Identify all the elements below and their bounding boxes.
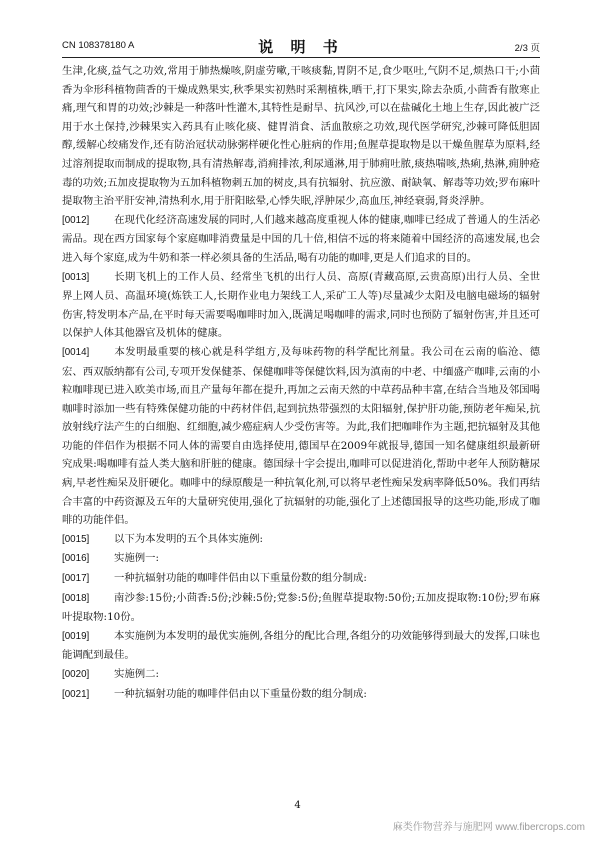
paragraph-0017 [62,569,540,589]
paragraph-number: [0018] [62,592,90,604]
document-title: 说 明 书 [258,38,344,56]
paragraph-0016 [62,549,540,569]
paragraph-0021 [62,685,540,705]
page-header [62,38,540,56]
paragraph-number: [0017] [62,573,90,585]
paragraph-0018 [62,589,540,627]
paragraph-text: 实施例一: [114,552,160,565]
page-label: 2/3 页 [514,43,540,54]
paragraph-number: [0021] [62,688,90,700]
paragraph-text: 在现代化经济高速发展的同时,人们越来越高度重视人体的健康,咖啡已经成了普通人的生活必需品。现在西方国家每个家庭咖啡消费量是中国的几十倍,相信不远的将来随着中国经济的高速发展,也会进入每个家庭,成为牛奶和茶一样必须具备的生活品,喝有功能的咖啡,更是人们追求的目的。 [62,213,540,264]
paragraph-number: [0013] [62,271,90,283]
paragraph-text: 本实施例为本发明的最优实施例,各组分的配比合理,各组分的功效能够得到最大的发挥,口味也能调配到最佳。 [62,629,540,662]
paragraph-0011-cont [62,62,540,211]
paragraph-0019 [62,627,540,665]
paragraph-text: 本发明最重要的核心就是科学组方,及每味药物的科学配比剂量。我公司在云南的临沧、德宏、西双版纳都有公司,专项开发保健茶、保健咖啡等保健饮料,因为滇南的中老、中缅盛产咖啡,云南的小粒咖啡现已进入欧美市场,而且产量每年都在提升,再加之云南天然的中草药品种丰富,在结合当地及邻国喝咖啡时添加一些有特殊保健功能的中药材伴侣,起到抗热带强烈的太阳辐射,保护肝功能,预防老年痴呆,抗放射线疗法产生的白细胞、红细胞,减少癌症病人少受伤害等。为此,我们把咖啡作为主题,把抗辐射及其他功能的伴侣作为根据不同人体的需要自由选择使用,德国早在2009年就报导,德国一知名健康组织最新研究成果:喝咖啡有益人类大脑和肝脏的健康。德国绿十字会提出,咖啡可以促进消化,帮助中老年人预防糖尿病,早老性痴呆及肝硬化。咖啡中的绿原酸是一种抗氧化剂,可以将早老性痴呆发病率降低50%。我们再结合丰富的中药资源及五年的大量研究使用,强化了抗辐射的功能,强化了上述德国报导的这些功能,形成了咖啡的功能伴侣。 [62,345,540,527]
paragraph-text: 以下为本发明的五个具体实施例: [114,532,263,545]
paragraph-0015 [62,530,540,550]
paragraph-number: [0012] [62,214,90,226]
document-body [62,62,540,704]
paragraph-number: [0019] [62,630,90,642]
paragraph-text: 实施例二: [114,668,160,680]
paragraph-text: 一种抗辐射功能的咖啡伴侣由以下重量份数的组分制成: [114,687,367,700]
paragraph-number: [0014] [62,346,90,358]
page-number: 4 [294,800,301,811]
header-rule [62,57,540,58]
paragraph-text: 南沙参:15份;小茴香:5份;沙棘:5份;党参:5份;鱼腥草提取物:50份;五加皮提取物:10份;罗布麻叶提取物:10份。 [62,591,540,624]
paragraph-text: 长期飞机上的工作人员、经常坐飞机的出行人员、高原(青藏高原,云贵高原)出行人员、全世界上网人员、高温环境(炼铁工人,长期作业电力架线工人,采矿工人等)尽量减少太阳及电脑电磁场的辐射伤害,特发明本产品,在平时每天需要喝咖啡时加入,既满足喝咖啡的需求,同时也预防了辐射伤害,并且还可以保护人体其他器官及机体的健康。 [62,270,540,340]
paragraph-number: [0015] [62,533,90,545]
paragraph-0014 [62,343,540,530]
paragraph-number: [0020] [62,669,90,680]
watermark: 麻类作物营养与施肥网 www.fibercrops.com [392,822,585,833]
paragraph-text: 生津,化痰,益气之功效,常用于肺热燥咳,阴虚劳嗽,干咳痰黏,胃阴不足,食少呕吐,气阴不足,烦热口干;小茴香为伞形科植物茴香的干燥成熟果实,秋季果实初熟时采割植株,晒干,打下果实,除去杂质,小茴香有散寒止痛,理气和胃的功效;沙棘是一种落叶性灌木,其特性是耐旱、抗风沙,可以在盐碱化土地上生存,因此被广泛用于水土保持,沙棘果实入药具有止咳化痰、健胃消食、活血散瘀之功效,现代医学研究,沙棘可降低胆固醇,缓解心绞痛发作,还有防治冠状动脉粥样硬化性心脏病的作用;鱼腥草提取物是以干燥鱼腥草为原料,经过溶剂提取而制成的提取物,具有清热解毒,消痈排浓,利尿通淋,用于肺痈吐脓,痰热喘咳,热痢,热淋,痈肿疮毒的功效;五加皮提取物为五加科植物刺五加的树皮,具有抗辐射、抗应激、耐缺氧、解毒等功效;罗布麻叶提取物主治平肝安神,清热利水,用于肝阳眩晕,心悸失眠,浮肿尿少,高血压,神经衰弱,肾炎浮肿。 [62,65,540,208]
paragraph-text: 一种抗辐射功能的咖啡伴侣由以下重量份数的组分制成: [114,572,367,585]
publication-number: CN 108378180 A [62,40,135,51]
paragraph-number: [0016] [62,553,90,565]
paragraph-0012 [62,211,540,268]
paragraph-0020 [62,665,540,685]
paragraph-0013 [62,268,540,343]
